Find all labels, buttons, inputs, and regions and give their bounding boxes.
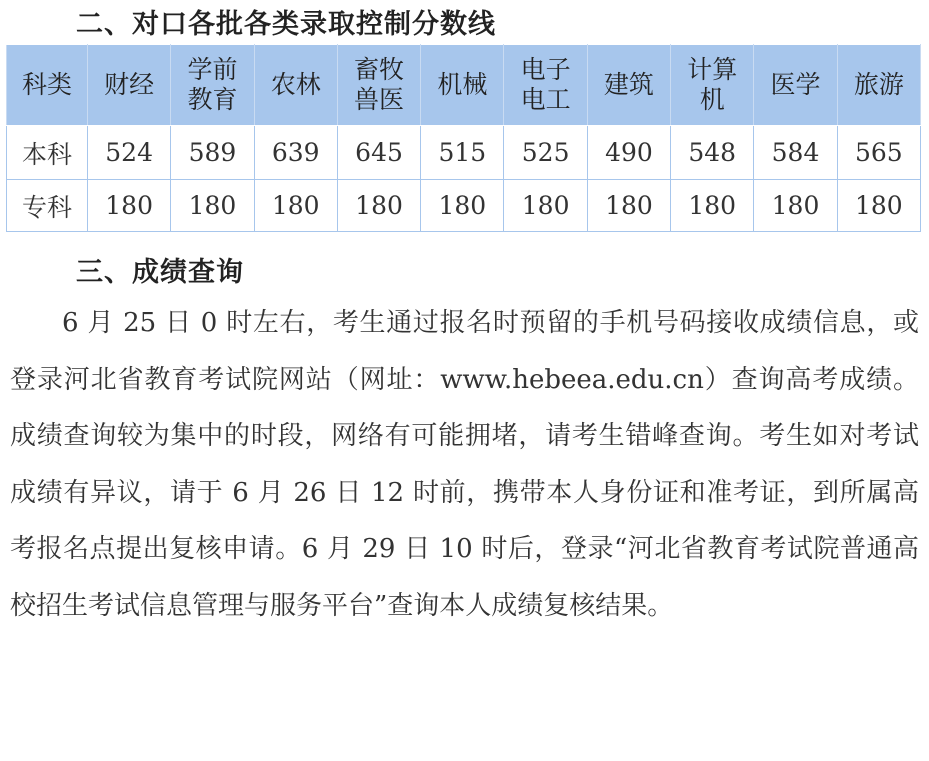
table-cell: 本科 (7, 126, 88, 180)
header-cell-machinery: 机械 (421, 45, 504, 126)
table-cell: 524 (88, 126, 171, 180)
table-cell: 180 (254, 180, 337, 232)
table-cell: 180 (421, 180, 504, 232)
header-cell-tourism: 旅游 (837, 45, 920, 126)
table-row-undergraduate (7, 126, 921, 180)
table-cell: 565 (837, 126, 920, 180)
table-header-row (7, 45, 921, 126)
table-cell: 180 (337, 180, 420, 232)
score-inquiry-paragraph: 6 月 25 日 0 时左右，考生通过报名时预留的手机号码接收成绩信息，或登录河北省教育考试院网站（网址：www.hebeea.edu.cn）查询高考成绩。成绩查询较为集中的时段，网络有可能拥堵，请考生错峰查询。考生如对考试成绩有异议，请于 6 月 26 日 12 时前，携带本人身份证和准考证，到所属高考报名点提出复核申请。6 月 29 日 10 时后，登录“河北省教育考试院普通高校招生考试信息管理与服务平台”查询本人成绩复核结果。 (10, 308, 919, 621)
section-heading-score-inquiry: 三、成绩查询 (76, 257, 244, 288)
header-cell-medicine: 医学 (754, 45, 837, 126)
header-cell-construction: 建筑 (587, 45, 670, 126)
table-cell: 548 (671, 126, 754, 180)
header-cell-electronics-electrician: 电子 电工 (504, 45, 587, 126)
section-heading-admission-scores: 二、对口各批各类录取控制分数线 (76, 9, 496, 40)
table-cell: 584 (754, 126, 837, 180)
header-cell-preschool-education: 学前 教育 (171, 45, 254, 126)
table-cell: 180 (671, 180, 754, 232)
table-cell: 639 (254, 126, 337, 180)
table-cell: 589 (171, 126, 254, 180)
table-cell: 180 (171, 180, 254, 232)
header-cell-animal-husbandry-veterinary: 畜牧 兽医 (337, 45, 420, 126)
admission-score-table (6, 44, 921, 232)
table-cell: 515 (421, 126, 504, 180)
table-cell: 专科 (7, 180, 88, 232)
table-cell: 645 (337, 126, 420, 180)
table-cell: 180 (754, 180, 837, 232)
table-cell: 180 (837, 180, 920, 232)
table-cell: 180 (504, 180, 587, 232)
header-cell-finance: 财经 (88, 45, 171, 126)
table-cell: 490 (587, 126, 670, 180)
header-cell-computer: 计算 机 (671, 45, 754, 126)
table-cell: 180 (587, 180, 670, 232)
header-cell-agriculture-forestry: 农林 (254, 45, 337, 126)
table-row-junior-college (7, 180, 921, 232)
table-cell: 180 (88, 180, 171, 232)
table-cell: 525 (504, 126, 587, 180)
header-cell-category: 科类 (7, 45, 88, 126)
